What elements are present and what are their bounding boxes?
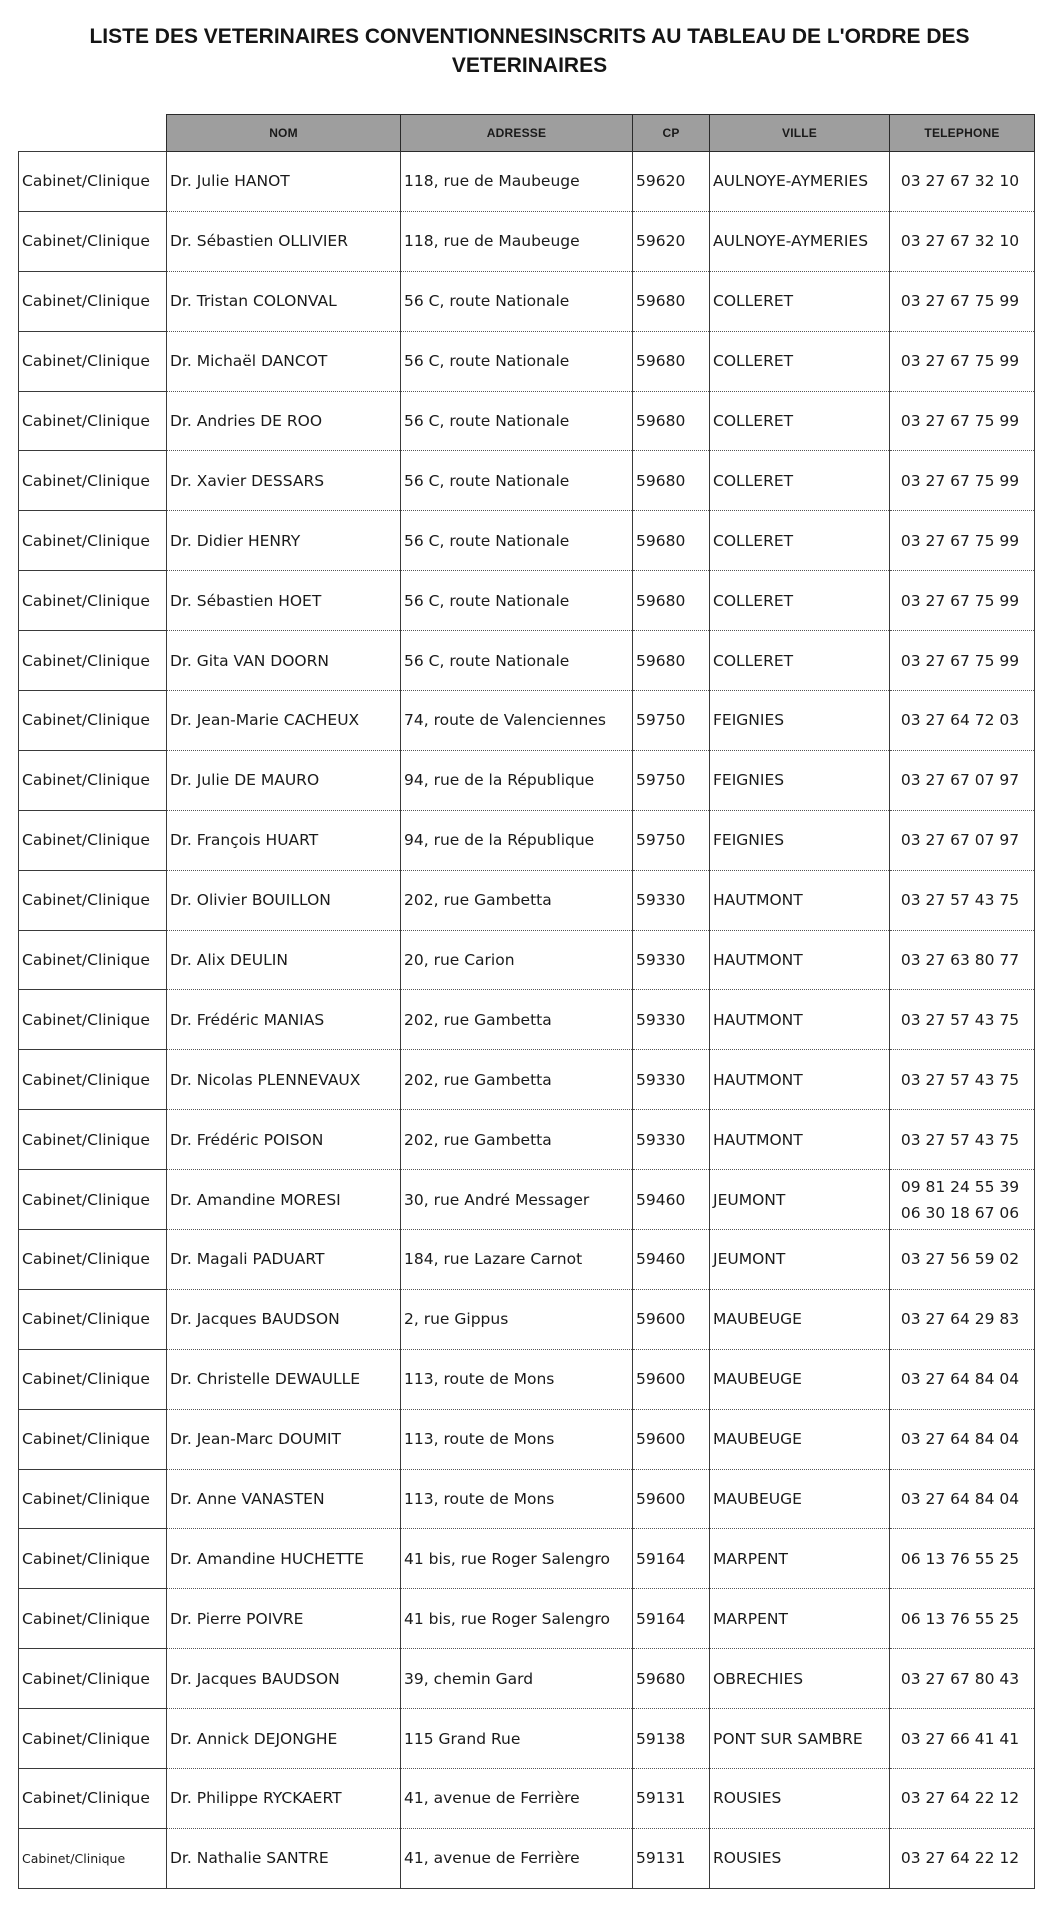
cell-nom: Dr. Pierre POIVRE bbox=[167, 1589, 401, 1649]
cell-nom: Dr. Nathalie SANTRE bbox=[167, 1828, 401, 1888]
cell-type: Cabinet/Clinique bbox=[19, 271, 167, 331]
cell-adresse: 39, chemin Gard bbox=[401, 1649, 633, 1709]
table-row bbox=[19, 211, 1035, 271]
table-row bbox=[19, 1409, 1035, 1469]
table-row bbox=[19, 1828, 1035, 1888]
cell-ville: HAUTMONT bbox=[710, 930, 890, 990]
cell-nom: Dr. Magali PADUART bbox=[167, 1230, 401, 1290]
telephone-number: 06 13 76 55 25 bbox=[900, 1609, 1020, 1628]
cell-type: Cabinet/Clinique bbox=[19, 1589, 167, 1649]
table-row bbox=[19, 451, 1035, 511]
telephone-number: 03 27 64 84 04 bbox=[900, 1370, 1020, 1389]
telephone-number: 06 30 18 67 06 bbox=[900, 1203, 1020, 1222]
cell-ville: COLLERET bbox=[710, 631, 890, 691]
cell-adresse: 118, rue de Maubeuge bbox=[401, 211, 633, 271]
cell-telephone bbox=[890, 1589, 1035, 1649]
cell-nom: Dr. Jean-Marc DOUMIT bbox=[167, 1409, 401, 1469]
cell-cp: 59680 bbox=[633, 391, 710, 451]
cell-type: Cabinet/Clinique bbox=[19, 1649, 167, 1709]
table-row bbox=[19, 571, 1035, 631]
cell-nom: Dr. Julie DE MAURO bbox=[167, 750, 401, 810]
cell-ville: ROUSIES bbox=[710, 1828, 890, 1888]
cell-telephone bbox=[890, 1110, 1035, 1170]
cell-cp: 59330 bbox=[633, 1050, 710, 1110]
cell-type: Cabinet/Clinique bbox=[19, 1230, 167, 1290]
cell-adresse: 74, route de Valenciennes bbox=[401, 691, 633, 751]
cell-cp: 59680 bbox=[633, 271, 710, 331]
cell-adresse: 20, rue Carion bbox=[401, 930, 633, 990]
cell-nom: Dr. Sébastien OLLIVIER bbox=[167, 211, 401, 271]
cell-type: Cabinet/Clinique bbox=[19, 750, 167, 810]
cell-type: Cabinet/Clinique bbox=[19, 1110, 167, 1170]
cell-adresse: 41 bis, rue Roger Salengro bbox=[401, 1529, 633, 1589]
cell-adresse: 30, rue André Messager bbox=[401, 1170, 633, 1230]
cell-cp: 59680 bbox=[633, 331, 710, 391]
cell-nom: Dr. Julie HANOT bbox=[167, 152, 401, 212]
table-row bbox=[19, 391, 1035, 451]
cell-telephone bbox=[890, 930, 1035, 990]
table-row bbox=[19, 1529, 1035, 1589]
cell-type: Cabinet/Clinique bbox=[19, 1289, 167, 1349]
cell-ville: AULNOYE-AYMERIES bbox=[710, 152, 890, 212]
cell-type: Cabinet/Clinique bbox=[19, 511, 167, 571]
cell-ville: HAUTMONT bbox=[710, 1050, 890, 1110]
cell-cp: 59131 bbox=[633, 1769, 710, 1829]
cell-nom: Dr. Michaël DANCOT bbox=[167, 331, 401, 391]
cell-type: Cabinet/Clinique bbox=[19, 1709, 167, 1769]
telephone-number: 03 27 67 75 99 bbox=[900, 471, 1020, 490]
cell-cp: 59460 bbox=[633, 1170, 710, 1230]
cell-adresse: 94, rue de la République bbox=[401, 810, 633, 870]
cell-telephone bbox=[890, 211, 1035, 271]
table-row bbox=[19, 271, 1035, 331]
cell-cp: 59600 bbox=[633, 1409, 710, 1469]
cell-nom: Dr. Gita VAN DOORN bbox=[167, 631, 401, 691]
telephone-number: 03 27 67 32 10 bbox=[900, 172, 1020, 191]
cell-adresse: 113, route de Mons bbox=[401, 1469, 633, 1529]
telephone-number: 03 27 67 07 97 bbox=[900, 831, 1020, 850]
cell-cp: 59460 bbox=[633, 1230, 710, 1290]
cell-adresse: 56 C, route Nationale bbox=[401, 571, 633, 631]
telephone-number: 03 27 67 80 43 bbox=[900, 1669, 1020, 1688]
telephone-number: 03 27 64 29 83 bbox=[900, 1310, 1020, 1329]
table-row bbox=[19, 1170, 1035, 1230]
cell-cp: 59330 bbox=[633, 930, 710, 990]
cell-cp: 59680 bbox=[633, 511, 710, 571]
cell-type: Cabinet/Clinique bbox=[19, 1409, 167, 1469]
cell-ville: COLLERET bbox=[710, 331, 890, 391]
cell-cp: 59600 bbox=[633, 1469, 710, 1529]
cell-telephone bbox=[890, 870, 1035, 930]
cell-ville: ROUSIES bbox=[710, 1769, 890, 1829]
cell-telephone bbox=[890, 1409, 1035, 1469]
cell-type: Cabinet/Clinique bbox=[19, 1828, 167, 1888]
cell-telephone bbox=[890, 1230, 1035, 1290]
cell-cp: 59620 bbox=[633, 211, 710, 271]
cell-telephone bbox=[890, 1469, 1035, 1529]
cell-telephone bbox=[890, 1050, 1035, 1110]
cell-telephone bbox=[890, 1170, 1035, 1230]
table-row bbox=[19, 152, 1035, 212]
cell-adresse: 113, route de Mons bbox=[401, 1409, 633, 1469]
cell-nom: Dr. Nicolas PLENNEVAUX bbox=[167, 1050, 401, 1110]
cell-cp: 59600 bbox=[633, 1289, 710, 1349]
cell-nom: Dr. Sébastien HOET bbox=[167, 571, 401, 631]
cell-type: Cabinet/Clinique bbox=[19, 211, 167, 271]
telephone-number: 03 27 57 43 75 bbox=[900, 891, 1020, 910]
cell-telephone bbox=[890, 750, 1035, 810]
table-row bbox=[19, 1230, 1035, 1290]
cell-ville: FEIGNIES bbox=[710, 691, 890, 751]
table-row bbox=[19, 750, 1035, 810]
telephone-number: 06 13 76 55 25 bbox=[900, 1549, 1020, 1568]
cell-adresse: 115 Grand Rue bbox=[401, 1709, 633, 1769]
cell-telephone bbox=[890, 451, 1035, 511]
cell-type: Cabinet/Clinique bbox=[19, 1349, 167, 1409]
cell-cp: 59131 bbox=[633, 1828, 710, 1888]
cell-cp: 59680 bbox=[633, 451, 710, 511]
cell-nom: Dr. François HUART bbox=[167, 810, 401, 870]
cell-cp: 59164 bbox=[633, 1589, 710, 1649]
cell-nom: Dr. Jacques BAUDSON bbox=[167, 1289, 401, 1349]
cell-ville: MARPENT bbox=[710, 1589, 890, 1649]
cell-nom: Dr. Frédéric POISON bbox=[167, 1110, 401, 1170]
cell-cp: 59750 bbox=[633, 750, 710, 810]
cell-type: Cabinet/Clinique bbox=[19, 451, 167, 511]
cell-type: Cabinet/Clinique bbox=[19, 571, 167, 631]
telephone-number: 03 27 67 75 99 bbox=[900, 591, 1020, 610]
cell-telephone bbox=[890, 1349, 1035, 1409]
cell-cp: 59750 bbox=[633, 691, 710, 751]
cell-type: Cabinet/Clinique bbox=[19, 930, 167, 990]
page-title bbox=[0, 22, 1059, 80]
table-row bbox=[19, 1110, 1035, 1170]
header-blank-cell bbox=[19, 115, 167, 152]
cell-nom: Dr. Tristan COLONVAL bbox=[167, 271, 401, 331]
cell-ville: COLLERET bbox=[710, 511, 890, 571]
cell-type: Cabinet/Clinique bbox=[19, 391, 167, 451]
cell-nom: Dr. Andries DE ROO bbox=[167, 391, 401, 451]
cell-nom: Dr. Amandine HUCHETTE bbox=[167, 1529, 401, 1589]
cell-adresse: 56 C, route Nationale bbox=[401, 391, 633, 451]
cell-type: Cabinet/Clinique bbox=[19, 631, 167, 691]
table-row bbox=[19, 1709, 1035, 1769]
cell-telephone bbox=[890, 1769, 1035, 1829]
cell-telephone bbox=[890, 1529, 1035, 1589]
cell-type: Cabinet/Clinique bbox=[19, 870, 167, 930]
header-telephone: TELEPHONE bbox=[890, 115, 1035, 152]
cell-ville: MAUBEUGE bbox=[710, 1469, 890, 1529]
cell-type: Cabinet/Clinique bbox=[19, 691, 167, 751]
table-row bbox=[19, 930, 1035, 990]
cell-nom: Dr. Jean-Marie CACHEUX bbox=[167, 691, 401, 751]
cell-adresse: 41, avenue de Ferrière bbox=[401, 1828, 633, 1888]
telephone-number: 03 27 67 07 97 bbox=[900, 771, 1020, 790]
cell-telephone bbox=[890, 631, 1035, 691]
cell-ville: JEUMONT bbox=[710, 1230, 890, 1290]
header-nom: NOM bbox=[167, 115, 401, 152]
cell-cp: 59330 bbox=[633, 990, 710, 1050]
cell-type: Cabinet/Clinique bbox=[19, 152, 167, 212]
cell-nom: Dr. Didier HENRY bbox=[167, 511, 401, 571]
header-cp: CP bbox=[633, 115, 710, 152]
cell-cp: 59620 bbox=[633, 152, 710, 212]
telephone-number: 03 27 57 43 75 bbox=[900, 1070, 1020, 1089]
header-ville: VILLE bbox=[710, 115, 890, 152]
cell-adresse: 202, rue Gambetta bbox=[401, 990, 633, 1050]
table-row bbox=[19, 1289, 1035, 1349]
cell-ville: MAUBEUGE bbox=[710, 1349, 890, 1409]
cell-cp: 59138 bbox=[633, 1709, 710, 1769]
cell-telephone bbox=[890, 152, 1035, 212]
telephone-number: 03 27 64 84 04 bbox=[900, 1490, 1020, 1509]
cell-telephone bbox=[890, 691, 1035, 751]
cell-ville: MAUBEUGE bbox=[710, 1289, 890, 1349]
cell-nom: Dr. Christelle DEWAULLE bbox=[167, 1349, 401, 1409]
header-adresse: ADRESSE bbox=[401, 115, 633, 152]
telephone-number: 03 27 67 75 99 bbox=[900, 292, 1020, 311]
cell-cp: 59680 bbox=[633, 1649, 710, 1709]
cell-adresse: 202, rue Gambetta bbox=[401, 1110, 633, 1170]
telephone-number: 03 27 64 84 04 bbox=[900, 1430, 1020, 1449]
cell-telephone bbox=[890, 571, 1035, 631]
cell-ville: HAUTMONT bbox=[710, 990, 890, 1050]
cell-adresse: 56 C, route Nationale bbox=[401, 631, 633, 691]
cell-ville: FEIGNIES bbox=[710, 810, 890, 870]
cell-ville: OBRECHIES bbox=[710, 1649, 890, 1709]
table-row bbox=[19, 1349, 1035, 1409]
telephone-number: 03 27 56 59 02 bbox=[900, 1250, 1020, 1269]
cell-cp: 59330 bbox=[633, 870, 710, 930]
veterinarians-table bbox=[18, 114, 1035, 1889]
telephone-number: 03 27 67 75 99 bbox=[900, 412, 1020, 430]
cell-ville: COLLERET bbox=[710, 571, 890, 631]
cell-adresse: 202, rue Gambetta bbox=[401, 1050, 633, 1110]
cell-nom: Dr. Olivier BOUILLON bbox=[167, 870, 401, 930]
cell-nom: Dr. Philippe RYCKAERT bbox=[167, 1769, 401, 1829]
telephone-number: 03 27 67 32 10 bbox=[900, 232, 1020, 251]
cell-adresse: 41 bis, rue Roger Salengro bbox=[401, 1589, 633, 1649]
table-header-row bbox=[19, 115, 1035, 152]
telephone-number: 03 27 67 75 99 bbox=[900, 651, 1020, 670]
telephone-number: 03 27 64 22 12 bbox=[900, 1849, 1020, 1868]
cell-telephone bbox=[890, 990, 1035, 1050]
table-row bbox=[19, 1649, 1035, 1709]
title-line-1: LISTE DES VETERINAIRES CONVENTIONNESINSCRITS AU TABLEAU DE L'ORDRE DES bbox=[89, 25, 970, 48]
cell-nom: Dr. Annick DEJONGHE bbox=[167, 1709, 401, 1769]
title-line-2: VETERINAIRES bbox=[451, 54, 608, 77]
cell-type: Cabinet/Clinique bbox=[19, 810, 167, 870]
cell-type: Cabinet/Clinique bbox=[19, 1050, 167, 1110]
table-body bbox=[19, 152, 1035, 1889]
cell-ville: COLLERET bbox=[710, 391, 890, 451]
telephone-number: 03 27 63 80 77 bbox=[900, 951, 1020, 970]
table-row bbox=[19, 1769, 1035, 1829]
cell-telephone bbox=[890, 271, 1035, 331]
telephone-number: 03 27 64 72 03 bbox=[900, 711, 1020, 730]
telephone-number: 03 27 64 22 12 bbox=[900, 1789, 1020, 1808]
cell-adresse: 56 C, route Nationale bbox=[401, 511, 633, 571]
cell-ville: JEUMONT bbox=[710, 1170, 890, 1230]
cell-adresse: 118, rue de Maubeuge bbox=[401, 152, 633, 212]
cell-telephone bbox=[890, 511, 1035, 571]
cell-type: Cabinet/Clinique bbox=[19, 1170, 167, 1230]
cell-nom: Dr. Jacques BAUDSON bbox=[167, 1649, 401, 1709]
telephone-number: 03 27 67 75 99 bbox=[900, 352, 1020, 371]
table-row bbox=[19, 870, 1035, 930]
cell-nom: Dr. Xavier DESSARS bbox=[167, 451, 401, 511]
cell-telephone bbox=[890, 1709, 1035, 1769]
telephone-number: 09 81 24 55 39 bbox=[900, 1177, 1020, 1196]
cell-adresse: 94, rue de la République bbox=[401, 750, 633, 810]
cell-cp: 59750 bbox=[633, 810, 710, 870]
cell-ville: HAUTMONT bbox=[710, 870, 890, 930]
table-row bbox=[19, 331, 1035, 391]
cell-ville: AULNOYE-AYMERIES bbox=[710, 211, 890, 271]
cell-adresse: 202, rue Gambetta bbox=[401, 870, 633, 930]
telephone-number: 03 27 57 43 75 bbox=[900, 1130, 1020, 1149]
cell-ville: PONT SUR SAMBRE bbox=[710, 1709, 890, 1769]
cell-telephone bbox=[890, 331, 1035, 391]
cell-cp: 59164 bbox=[633, 1529, 710, 1589]
telephone-number: 03 27 67 75 99 bbox=[900, 531, 1020, 550]
cell-adresse: 113, route de Mons bbox=[401, 1349, 633, 1409]
cell-nom: Dr. Amandine MORESI bbox=[167, 1170, 401, 1230]
cell-ville: FEIGNIES bbox=[710, 750, 890, 810]
cell-telephone bbox=[890, 810, 1035, 870]
telephone-number: 03 27 66 41 41 bbox=[900, 1729, 1020, 1748]
table-row bbox=[19, 1589, 1035, 1649]
cell-type: Cabinet/Clinique bbox=[19, 331, 167, 391]
cell-nom: Dr. Frédéric MANIAS bbox=[167, 990, 401, 1050]
cell-telephone bbox=[890, 1649, 1035, 1709]
cell-adresse: 56 C, route Nationale bbox=[401, 451, 633, 511]
cell-telephone bbox=[890, 391, 1035, 451]
table-row bbox=[19, 511, 1035, 571]
telephone-number: 03 27 57 43 75 bbox=[900, 1010, 1020, 1029]
cell-ville: MAUBEUGE bbox=[710, 1409, 890, 1469]
cell-ville: COLLERET bbox=[710, 271, 890, 331]
table-row bbox=[19, 990, 1035, 1050]
cell-ville: MARPENT bbox=[710, 1529, 890, 1589]
cell-type: Cabinet/Clinique bbox=[19, 1529, 167, 1589]
cell-type: Cabinet/Clinique bbox=[19, 1469, 167, 1529]
table-row bbox=[19, 1469, 1035, 1529]
cell-cp: 59600 bbox=[633, 1349, 710, 1409]
cell-cp: 59330 bbox=[633, 1110, 710, 1170]
cell-type: Cabinet/Clinique bbox=[19, 990, 167, 1050]
table-row bbox=[19, 691, 1035, 751]
cell-adresse: 41, avenue de Ferrière bbox=[401, 1769, 633, 1829]
cell-nom: Dr. Alix DEULIN bbox=[167, 930, 401, 990]
cell-cp: 59680 bbox=[633, 571, 710, 631]
cell-cp: 59680 bbox=[633, 631, 710, 691]
table-row bbox=[19, 631, 1035, 691]
cell-type: Cabinet/Clinique bbox=[19, 1769, 167, 1829]
table-row bbox=[19, 1050, 1035, 1110]
cell-nom: Dr. Anne VANASTEN bbox=[167, 1469, 401, 1529]
cell-adresse: 2, rue Gippus bbox=[401, 1289, 633, 1349]
cell-adresse: 56 C, route Nationale bbox=[401, 331, 633, 391]
cell-telephone bbox=[890, 1828, 1035, 1888]
cell-ville: COLLERET bbox=[710, 451, 890, 511]
cell-ville: HAUTMONT bbox=[710, 1110, 890, 1170]
table-row bbox=[19, 810, 1035, 870]
cell-adresse: 184, rue Lazare Carnot bbox=[401, 1230, 633, 1290]
cell-telephone bbox=[890, 1289, 1035, 1349]
cell-adresse: 56 C, route Nationale bbox=[401, 271, 633, 331]
